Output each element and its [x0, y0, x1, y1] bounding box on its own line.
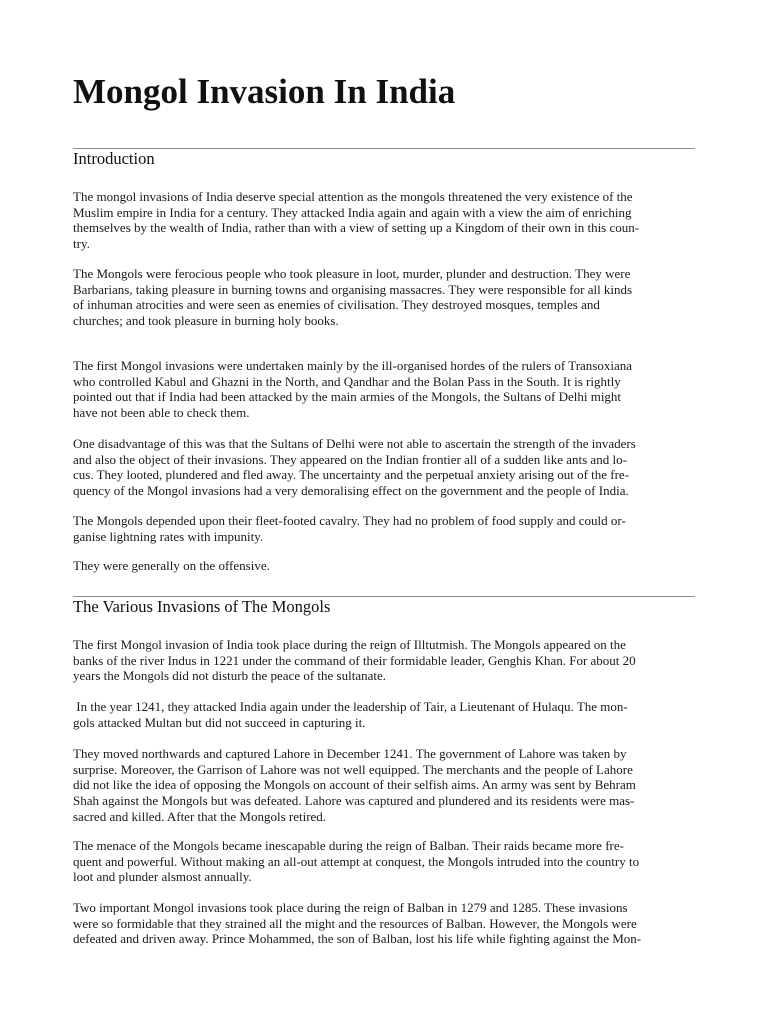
text-line: They were generally on the offensive. [73, 558, 270, 573]
text-line: churches; and took pleasure in burning holy books. [73, 313, 339, 329]
text-line: were so formidable that they strained all the might and the resources of Balban. However, the Mongols were [73, 915, 637, 931]
text-line: ganise lightning rates with impunity. [73, 528, 264, 544]
paragraph [73, 637, 695, 684]
document-title: Mongol Invasion In India [73, 72, 456, 111]
text-line: The mongol invasions of India deserve special attention as the mongols threatened the very existence of the [73, 189, 633, 204]
text-line: They moved northwards and captured Lahore in December 1241. The government of Lahore was taken by [73, 746, 627, 761]
paragraph [73, 699, 695, 730]
paragraph [73, 746, 695, 825]
paragraph [73, 513, 695, 544]
text-line: The first Mongol invasions were undertaken mainly by the ill-organised hordes of the rulers of Transoxiana [73, 358, 633, 373]
text-line: years the Mongols did not disturb the peace of the sultanate. [73, 668, 387, 684]
paragraph [73, 436, 695, 499]
text-line: who controlled Kabul and Ghazni in the North, and Qandhar and the Bolan Pass in the South. It is rightly [73, 373, 621, 389]
text-line: themselves by the wealth of India, rather than with a view of setting up a Kingdom of their own in this coun- [73, 220, 640, 236]
text-line: of inhuman atrocities and were seen as enemies of civilisation. They destroyed mosques, temples and [73, 297, 600, 313]
paragraph [73, 358, 695, 421]
text-line: have not been able to check them. [73, 405, 250, 421]
text-line: cus. They looted, plundered and fled away. The uncertainty and the perpetual anxiety arising out of the fre- [73, 467, 630, 483]
text-line: gols attacked Multan but did not succeed in capturing it. [73, 714, 366, 730]
text-line: defeated and driven away. Prince Mohammed, the son of Balban, lost his life while fighting against the Mon- [73, 931, 642, 947]
text-line: Barbarians, taking pleasure in burning towns and organising massacres. They were responsible for all kinds [73, 281, 633, 297]
text-line: The first Mongol invasion of India took place during the reign of Illtutmish. The Mongols appeared on the [73, 637, 626, 652]
section-divider [73, 148, 695, 149]
text-line: One disadvantage of this was that the Sultans of Delhi were not able to ascertain the strength of the invaders [73, 436, 636, 451]
text-line: The Mongols depended upon their fleet-footed cavalry. They had no problem of food supply and could or- [73, 513, 626, 528]
paragraph [73, 189, 695, 252]
paragraph [73, 838, 695, 885]
text-line: loot and plunder alsmost annually. [73, 869, 252, 885]
text-line: The Mongols were ferocious people who took pleasure in loot, murder, plunder and destruction. They were [73, 266, 631, 281]
paragraph [73, 266, 695, 329]
text-line: try. [73, 236, 90, 252]
text-line: Muslim empire in India for a century. They attacked India again and again with a view the aim of enriching [73, 204, 632, 220]
section-heading-introduction: Introduction [73, 149, 155, 168]
paragraph [73, 558, 695, 574]
text-line: Two important Mongol invasions took place during the reign of Balban in 1279 and 1285. These invasions [73, 900, 628, 915]
text-line: and also the object of their invasions. They appeared on the Indian frontier all of a sudden like ants and lo- [73, 451, 627, 467]
text-line: banks of the river Indus in 1221 under the command of their formidable leader, Genghis Khan. For about 20 [73, 652, 636, 668]
text-line: surprise. Moreover, the Garrison of Lahore was not well equipped. The merchants and the people of Lahore [73, 761, 633, 777]
text-line: quency of the Mongol invasions had a very demoralising effect on the government and the people of India. [73, 483, 629, 499]
text-line: The menace of the Mongols became inescapable during the reign of Balban. Their raids became more fre- [73, 838, 624, 853]
paragraph [73, 900, 695, 947]
text-line: pointed out that if India had been attacked by the main armies of the Mongols, the Sultans of Delhi might [73, 389, 622, 405]
section-heading-various-invasions: The Various Invasions of The Mongols [73, 597, 331, 616]
text-line: sacred and killed. After that the Mongols retired. [73, 808, 327, 824]
text-line: In the year 1241, they attacked India again under the leadership of Tair, a Lieutenant of Hulaqu. The mon- [73, 699, 628, 714]
text-line: Shah against the Mongols but was defeated. Lahore was captured and plundered and its residents were mas- [73, 793, 635, 809]
text-line: did not like the idea of opposing the Mongols on account of their selfish aims. An army was sent by Behram [73, 777, 636, 793]
text-line: quent and powerful. Without making an all-out attempt at conquest, the Mongols intruded into the country to [73, 853, 640, 869]
